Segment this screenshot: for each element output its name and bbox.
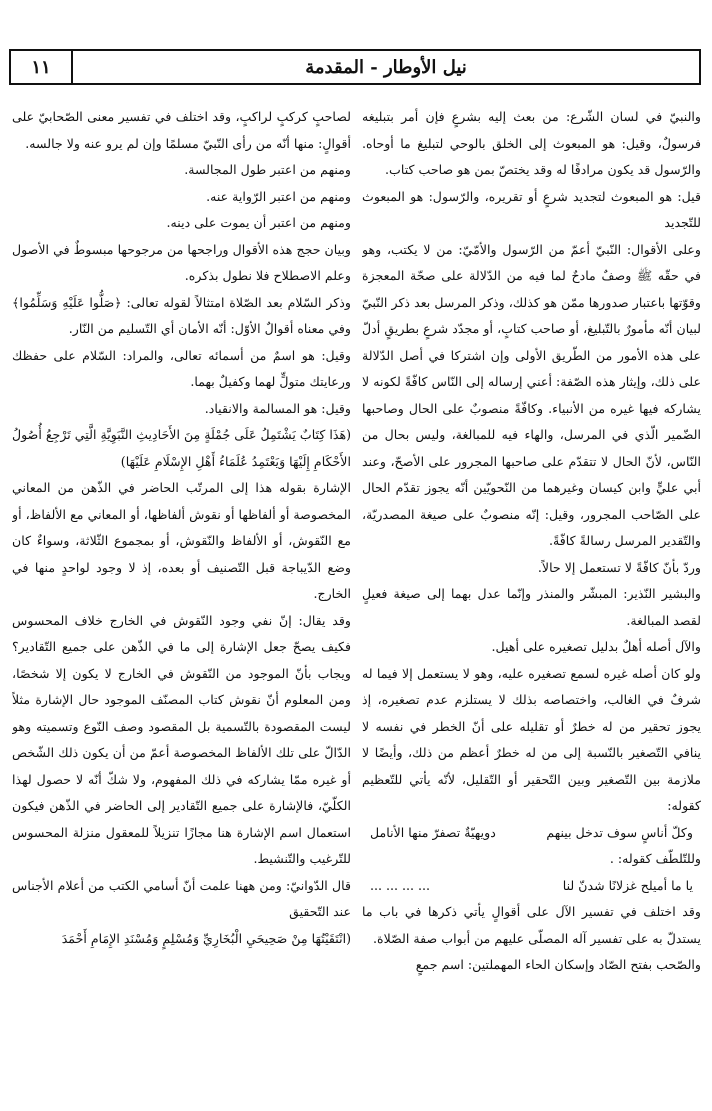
paragraph: وقد يقال: إنّ نفي وجود النّقوش في الخارج خلاف المحسوس فكيف يصحّ جعل الإشارة إلى ما في الذّهن على جميع التّقادير؟ ويجاب بأنّ الموجود من النّقوش في الخارج لا يكون إلا شخصًا، ومن المعلوم أنّ نقوش كتاب المصنّف الموجود حال الإشارة مثلاً ليست المقصودة بالتّسمية بل المقصود وصف النّوع وتسميته وهو الدّالّ على تلك الألفاظ المخصوصة أعمّ من أن يكون ذلك الشّخص أو غيره ممّا يشاركه في ذلك المفهوم، ولا شكّ أنّه لا حصول لهذا الكلّيّ، فالإشارة على جميع التّقادير إلى الحاضر في الذّهن فيكون استعمال اسم الإشارة هنا مجازًا تنزيلاً للمعقول منزلة المحسوس للتّرغيب والتّنشيط. bbox=[12, 612, 351, 866]
paragraph: والنبيّ في لسان الشّرع: من بعث إليه بشرعٍ فإن أمر بتبليغه فرسولٌ، وقيل: هو المبعوث إلى الخلق بالوحي لتبليغ ما أوحاه. والرّسول قد يكون مرادفًا له وقد يختصّ بمن هو صاحب كتاب. bbox=[362, 109, 701, 177]
paragraph: (انْتَقَيْتُهَا مِنْ صَحِيحَيِ الْبُخَارِيِّ وَمُسْلِمٍ وَمُسْنَدِ الإِمَامِ أَحْمَدَ bbox=[61, 930, 351, 946]
paragraph: ومنهم من اعتبر طول المجالسة. bbox=[184, 162, 351, 177]
paragraph: وللتّلطّف كقوله: . bbox=[609, 851, 701, 866]
paragraph: والبشير النّذير: المبشّر والمنذر وإنّما عدل بهما إلى صيغة فعيلٍ لقصد المبالغة. bbox=[362, 586, 701, 628]
paragraph: قال الدّوانيّ: ومن ههنا علمت أنّ أسامي الكتب من أعلام الأجناس عند التّحقيق bbox=[12, 877, 351, 919]
paragraph: الإشارة بقوله هذا إلى المرتّب الحاضر في الذّهن من المعاني المخصوصة أو ألفاظها أو نقوش ألفاظها، أو المعاني مع الألفاظ، أو مع النّقوش، أو الألفاظ والنّقوش، أو بمجموع الثّلاثة، وسواءٌ كان وضع الدّيباجة قبل التّصنيف أو بعده، إذ لا وجود لواحدٍ منها في الخارج. bbox=[12, 480, 351, 601]
paragraph: قيل: هو المبعوث لتجديد شرعٍ أو تقريره، والرّسول: هو المبعوث للتّجديد bbox=[362, 188, 701, 230]
poem-verse bbox=[362, 873, 701, 900]
paragraph: وقد اختلف في تفسير الآل على أقوالٍ يأتي ذكرها في باب ما يستدلّ به على تفسير آله المصلّى عليهم من أبواب صفة الصّلاة. bbox=[362, 904, 701, 946]
paragraph: (هَذَا كِتَابٌ يَشْتَمِلُ عَلَى جُمْلَةٍ مِنَ الأَحَادِيثِ النَّبَوِيَّةِ الَّتِي تَرْجِعُ أُصُولُ الأَحْكَامِ إِلَيْهَا وَيَعْتَمِدُ عُلَمَاءُ أَهْلِ الإِسْلَامِ عَلَيْهَا) bbox=[12, 427, 351, 469]
paragraph: وردّ بأنّ كافّةً لا تستعمل إلا حالاً. bbox=[537, 559, 701, 575]
paragraph: ومنهم من اعتبر الرّواية عنه. bbox=[206, 188, 351, 204]
page-title: نيل الأوطار - المقدمة bbox=[305, 56, 467, 78]
verse-second-half: دويهيّةٌ تصفرّ منها الأنامل bbox=[370, 824, 496, 840]
paragraph: والآل أصله أهلٌ بدليل تصغيره على أهيل. bbox=[491, 639, 701, 654]
paragraph: ومنهم من اعتبر أن يموت على دينه. bbox=[166, 215, 351, 230]
paragraph: وبيان حجج هذه الأقوال وراجحها من مرجوحها مبسوطٌ في الأصول وعلم الاصطلاح فلا نطول بذكره. bbox=[12, 241, 351, 283]
page-number: ١١ bbox=[11, 51, 73, 83]
paragraph: وقيل: هو اسمٌ من أسمائه تعالى، والمراد: السّلام على حفظك ورعايتك متولٍّ لهما وكفيلٌ بهما. bbox=[12, 347, 351, 389]
page-header bbox=[9, 49, 701, 85]
paragraph: وذكر السّلام بعد الصّلاة امتثالاً لقوله تعالى: ﴿صَلُّوا عَلَيْهِ وَسَلِّمُوا﴾ وفي معناه أقوالٌ الأوّل: أنّه الأمان أي التّسليم من النّار. bbox=[12, 294, 351, 336]
verse-first-half: وكلّ أناسٍ سوف تدخل بينهم bbox=[546, 824, 693, 840]
verse-second-half: ... ... ... ... bbox=[370, 877, 431, 893]
paragraph: وعلى الأقوال: النّبيّ أعمّ من الرّسول والأمّيّ: من لا يكتب، وهو في حقّه ﷺ وصفٌ مادحٌ لما فيه من الدّلالة على صحّة المعجزة وقوّتها باعتبار صدورها ممّن هو كذلك، وذكر المرسل بعد ذكر النّبيّ لبيان أنّه مأمورٌ بالتّبليغ، أو صاحب كتابٍ، أو مجدّد شرعٍ بطريقٍ أدلّ على هذه الأمور من الطّريق الأولى وإن اشتركا في أصل الدّلالة على ذلك، وإيثار هذه الصّفة: أعني إرساله إلى النّاس كافّةً لكونه لا يشاركه فيها غيره من الأنبياء. وكافّةً منصوبٌ على الحال وصاحبها الضّمير الّذي في المرسل، والهاء فيه للمبالغة، وليس بحال من النّاس، لأنّ الحال لا تتقدّم على صاحبها المجرور على الأصحّ، وعند أبي عليٍّ وابن كيسان وغيرهما من النّحويّين أنّه يجوز تقدّم الحال على الصّاحب المجرور، وقيل: إنّه منصوبٌ على صيغة المصدريّة، والتّقدير المرسل رسالةً كافّةً. bbox=[362, 241, 701, 548]
verse-first-half: يا ما أميلح غزلانًا شدنّ لنا bbox=[562, 877, 693, 893]
paragraph: وقيل: هو المسالمة والانقياد. bbox=[204, 400, 351, 416]
paragraph: ولو كان أصله غيره لسمع تصغيره عليه، وهو لا يستعمل إلا فيما له شرفٌ في الغالب، واختصاصه بذلك لا يستلزم عدم تصغيره، إذ يجوز تحقير من له خطرٌ أو تقليله على أنّ الخطر في نفسه لا ينافي التّصغير بالنّسبة إلى من له خطرٌ أعظم من ذلك، وأيضًا لا ملازمة بين التّصغير وبين التّحقير أو التّقليل، لأنّه يأتي للتّعظيم كقوله: bbox=[362, 665, 701, 813]
poem-verse bbox=[362, 820, 701, 847]
left-text-column bbox=[12, 104, 351, 1104]
paragraph: لصاحبٍ كركبٍ لراكبٍ، وقد اختلف في تفسير معنى الصّحابيّ على أقوالٍ: منها أنّه من رأى النّبيّ مسلمًا وإن لم يرو عنه ولا جالسه. bbox=[12, 109, 351, 151]
paragraph: والصّحب بفتح الصّاد وإسكان الحاء المهملتين: اسم جمعٍ bbox=[415, 957, 701, 972]
right-text-column bbox=[362, 104, 701, 1104]
